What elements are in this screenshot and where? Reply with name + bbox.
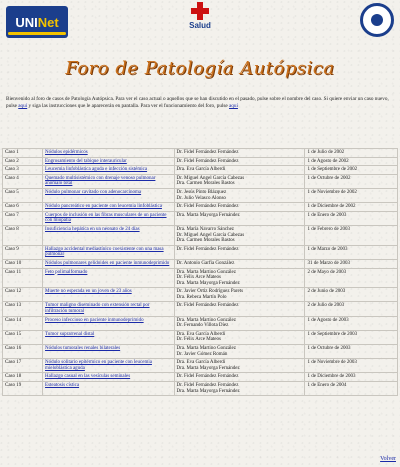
case-title-cell bbox=[43, 359, 175, 373]
table-row bbox=[3, 149, 398, 158]
case-date: 2 de Junio de 2003 bbox=[305, 288, 398, 302]
institution-seal-logo[interactable] bbox=[360, 3, 394, 37]
case-title-cell bbox=[43, 382, 175, 396]
case-author: Dra. Marta Martino González bbox=[176, 269, 236, 275]
case-number: Caso 2 bbox=[3, 157, 43, 166]
swoosh-icon bbox=[8, 32, 66, 35]
case-author: Dr. Antonio Garfia González bbox=[176, 260, 235, 266]
case-author: Dr. Miguel Angel García Cabezas bbox=[176, 175, 245, 181]
case-date: 1 de Julio de 2002 bbox=[305, 149, 398, 158]
case-title-link[interactable]: Esteatosis cística bbox=[45, 383, 80, 388]
case-title-cell bbox=[43, 316, 175, 330]
case-date: 1 de Noviembre de 2003 bbox=[305, 359, 398, 373]
case-author: Dr. Fidel Fernández Fernández bbox=[176, 204, 239, 210]
case-author: Dr. Félix Arce Mateos bbox=[176, 275, 221, 281]
case-number: Caso 3 bbox=[3, 166, 43, 175]
case-authors bbox=[174, 359, 305, 373]
table-row bbox=[3, 211, 398, 225]
case-title-cell bbox=[43, 302, 175, 316]
salud-logo-text: Salud bbox=[189, 21, 211, 30]
case-author: Dra. Carmen Morales Bastos bbox=[176, 238, 235, 244]
case-author: Dra. Marta Martino González bbox=[176, 346, 236, 352]
case-authors bbox=[174, 268, 305, 288]
case-number: Caso 10 bbox=[3, 259, 43, 268]
table-row bbox=[3, 359, 398, 373]
table-row bbox=[3, 259, 398, 268]
case-title-cell bbox=[43, 174, 175, 188]
case-author: Dra. Marta Mayorga Fernández bbox=[176, 388, 240, 394]
case-date: 31 de Marzo de 2003 bbox=[305, 259, 398, 268]
case-author: Dr. Fidel Fernández Fernández bbox=[176, 383, 239, 388]
case-title-cell bbox=[43, 268, 175, 288]
case-date: 1 de Septiembre de 2002 bbox=[305, 166, 398, 175]
case-number: Caso 13 bbox=[3, 302, 43, 316]
case-title-cell bbox=[43, 211, 175, 225]
case-title-cell bbox=[43, 245, 175, 259]
case-date: 2 de Mayo de 2003 bbox=[305, 268, 398, 288]
case-author: Dra. Marta Mayorga Fernández bbox=[176, 212, 240, 218]
forum-help-link[interactable]: aquí bbox=[229, 103, 238, 109]
case-authors bbox=[174, 259, 305, 268]
case-number: Caso 14 bbox=[3, 316, 43, 330]
case-title-cell bbox=[43, 188, 175, 202]
case-authors bbox=[174, 345, 305, 359]
table-row bbox=[3, 188, 398, 202]
uninet-logo[interactable] bbox=[6, 6, 68, 38]
red-cross-icon bbox=[191, 2, 209, 20]
case-author: Dr. Julio Velasco Alonso bbox=[176, 195, 226, 201]
case-author: Dr. Fidel Fernández Fernández bbox=[176, 150, 239, 155]
case-authors bbox=[174, 245, 305, 259]
table-row bbox=[3, 302, 398, 316]
table-row bbox=[3, 203, 398, 212]
case-author: Dr. Fidel Fernández Fernández bbox=[176, 303, 239, 309]
table-row bbox=[3, 382, 398, 396]
submit-case-link[interactable]: aquí bbox=[18, 103, 28, 109]
case-number: Caso 1 bbox=[3, 149, 43, 158]
case-authors bbox=[174, 203, 305, 212]
case-authors bbox=[174, 330, 305, 344]
case-authors bbox=[174, 188, 305, 202]
case-date: 1 de Octubre de 2003 bbox=[305, 345, 398, 359]
case-title-link[interactable]: Tumor suprarrenal distal bbox=[45, 331, 95, 337]
case-title-cell bbox=[43, 373, 175, 382]
case-title-link[interactable]: Nódulos tumorales renales bilaterales bbox=[45, 346, 121, 352]
case-title-link[interactable]: Nódulo pulmonar cavitado con adenocarcinoma bbox=[45, 189, 142, 195]
case-date: 1 de Agosto de 2002 bbox=[305, 157, 398, 166]
case-authors bbox=[174, 174, 305, 188]
table-row bbox=[3, 345, 398, 359]
uninet-logo-text-uni: UNI bbox=[15, 14, 38, 30]
case-title-cell bbox=[43, 345, 175, 359]
case-title-link[interactable]: Nódulos pulmonares gelidoides en paciente inmunodeprimido bbox=[45, 260, 170, 266]
case-number: Caso 7 bbox=[3, 211, 43, 225]
case-authors bbox=[174, 382, 305, 396]
case-date: 1 de Septiembre de 2003 bbox=[305, 330, 398, 344]
intro-paragraph bbox=[6, 96, 398, 110]
case-title-link[interactable]: Engrosamiento del tabique interauricular bbox=[45, 158, 127, 164]
case-title-cell bbox=[43, 225, 175, 245]
table-row bbox=[3, 166, 398, 175]
case-author: Dra. Marta Mayorga Fernández bbox=[176, 280, 240, 286]
case-number: Caso 12 bbox=[3, 288, 43, 302]
table-row bbox=[3, 225, 398, 245]
case-authors bbox=[174, 316, 305, 330]
case-date: 1 de Enero de 2003 bbox=[305, 211, 398, 225]
case-authors bbox=[174, 166, 305, 175]
case-title-link[interactable]: Nódulo pancreático en paciente con leucemia linfoblástica bbox=[45, 204, 162, 210]
case-date: 1 de Noviembre de 2002 bbox=[305, 188, 398, 202]
case-author: Dr. Fidel Fernández Fernández bbox=[176, 246, 239, 252]
case-author: Dr. Félix Arce Mateos bbox=[176, 337, 221, 343]
case-date: 1 de Agosto de 2003 bbox=[305, 316, 398, 330]
cases-table bbox=[2, 148, 398, 396]
case-author: Dra. Carmen Morales Bastos bbox=[176, 181, 235, 187]
case-author: Dr. Javier Ortiz Rodríguez Parets bbox=[176, 289, 244, 295]
case-number: Caso 6 bbox=[3, 203, 43, 212]
table-row bbox=[3, 268, 398, 288]
case-number: Caso 4 bbox=[3, 174, 43, 188]
case-title-link[interactable]: Nódulos epidérmicos bbox=[45, 150, 88, 155]
case-title-link[interactable]: Muerte no esperada en un joven de 23 años bbox=[45, 289, 132, 295]
case-authors bbox=[174, 157, 305, 166]
case-title-link[interactable]: Feto polimalformado bbox=[45, 269, 88, 275]
case-author: Dra. Marta Mayorga Fernández bbox=[176, 365, 240, 371]
case-authors bbox=[174, 211, 305, 225]
case-author: Dr. Fidel Fernández Fernández bbox=[176, 158, 239, 164]
case-author: Dr. Fidel Fernández Fernández bbox=[176, 374, 239, 380]
uninet-logo-text-net: Net bbox=[37, 14, 59, 30]
case-author: Dr. Miguel Angel García Cabezas bbox=[176, 232, 245, 238]
case-author: Dr. Fernando Villota Díez bbox=[176, 323, 229, 329]
intro-text-2: y siga las instrucciones que le aparecerán en pantalla. Para ver el funcionamiento del foro, pulse bbox=[27, 103, 229, 109]
case-title-link[interactable]: Hallazgo accidental mediastínico coexistente con una masa pulmonar bbox=[45, 246, 164, 258]
case-author: Dra. Eva García Alberdi bbox=[176, 360, 226, 366]
case-date: 1 de Enero de 2004 bbox=[305, 382, 398, 396]
case-number: Caso 18 bbox=[3, 373, 43, 382]
case-title-cell bbox=[43, 157, 175, 166]
table-row bbox=[3, 174, 398, 188]
case-date: 1 de Diciembre de 2003 bbox=[305, 373, 398, 382]
case-number: Caso 16 bbox=[3, 345, 43, 359]
case-number: Caso 11 bbox=[3, 268, 43, 288]
case-authors bbox=[174, 302, 305, 316]
case-number: Caso 15 bbox=[3, 330, 43, 344]
case-authors bbox=[174, 288, 305, 302]
table-row bbox=[3, 245, 398, 259]
case-title-cell bbox=[43, 166, 175, 175]
case-number: Caso 17 bbox=[3, 359, 43, 373]
case-number: Caso 5 bbox=[3, 188, 43, 202]
case-title-link[interactable]: Quemado multisistémico con drenaje venoso pulmonar anómalo total bbox=[45, 175, 156, 187]
case-number: Caso 9 bbox=[3, 245, 43, 259]
page-title: Foro de Patología Autópsica bbox=[65, 58, 335, 79]
salud-logo[interactable] bbox=[184, 2, 216, 32]
case-date: 1 de Diciembre de 2002 bbox=[305, 203, 398, 212]
case-title-cell bbox=[43, 288, 175, 302]
case-title-link[interactable]: Leucemia linfoblástica aguda e infección sistémica bbox=[45, 167, 148, 173]
case-author: Dr. Javier Gómez Román bbox=[176, 351, 228, 357]
case-author: Dr. Jesús Pinto Blázquez bbox=[176, 189, 227, 195]
case-title-link[interactable]: Insuficiencia hepática en un neonato de 24 días bbox=[45, 226, 140, 232]
case-date: 1 de Marzo de 2003 bbox=[305, 245, 398, 259]
case-title-cell bbox=[43, 330, 175, 344]
header bbox=[0, 0, 400, 55]
back-link[interactable]: Volver bbox=[380, 456, 396, 462]
case-date: 1 de Febrero de 2003 bbox=[305, 225, 398, 245]
case-title-cell bbox=[43, 149, 175, 158]
case-title-link[interactable]: Tumor maligno diseminado con extensión rectal por infiltración tumoral bbox=[45, 303, 150, 315]
case-authors bbox=[174, 149, 305, 158]
case-title-link[interactable]: Nódulo solitario epitérmico en paciente con leucemia mieloblástica aguda bbox=[45, 360, 152, 371]
table-row bbox=[3, 288, 398, 302]
case-number: Caso 19 bbox=[3, 382, 43, 396]
case-title-cell bbox=[43, 203, 175, 212]
table-row bbox=[3, 316, 398, 330]
case-title-link[interactable]: Cuerpos de inclusión en las fibras musculares de un paciente con miopatía bbox=[45, 212, 167, 224]
case-title-cell bbox=[43, 259, 175, 268]
case-authors bbox=[174, 225, 305, 245]
intro-text-1: Bienvenido al foro de casos de Patología Autópsica. Para ver el caso actual o aquellos que se han discutido en el pasado, pulse sobre el nombre del caso. Si quiere enviar un caso nuevo, pulse bbox=[6, 96, 389, 109]
case-author: Dra. Marta Martino González bbox=[176, 317, 236, 323]
case-number: Caso 8 bbox=[3, 225, 43, 245]
case-title-link[interactable]: Proceso infeccioso en paciente inmunodeprimido bbox=[45, 317, 144, 323]
table-row bbox=[3, 330, 398, 344]
case-author: Dra. Eva García Alberdi bbox=[176, 331, 226, 337]
case-author: Dra. Rebeca Martín Polo bbox=[176, 294, 227, 300]
case-date: 1 de Octubre de 2002 bbox=[305, 174, 398, 188]
table-row bbox=[3, 373, 398, 382]
table-row bbox=[3, 157, 398, 166]
case-authors bbox=[174, 373, 305, 382]
case-author: Dra. Eva García Alberdi bbox=[176, 167, 226, 173]
case-author: Dra. María Navarro Sánchez bbox=[176, 226, 235, 232]
case-title-link[interactable]: Hallazgo casual en las vesículas seminales bbox=[45, 374, 131, 380]
case-date: 2 de Julio de 2003 bbox=[305, 302, 398, 316]
